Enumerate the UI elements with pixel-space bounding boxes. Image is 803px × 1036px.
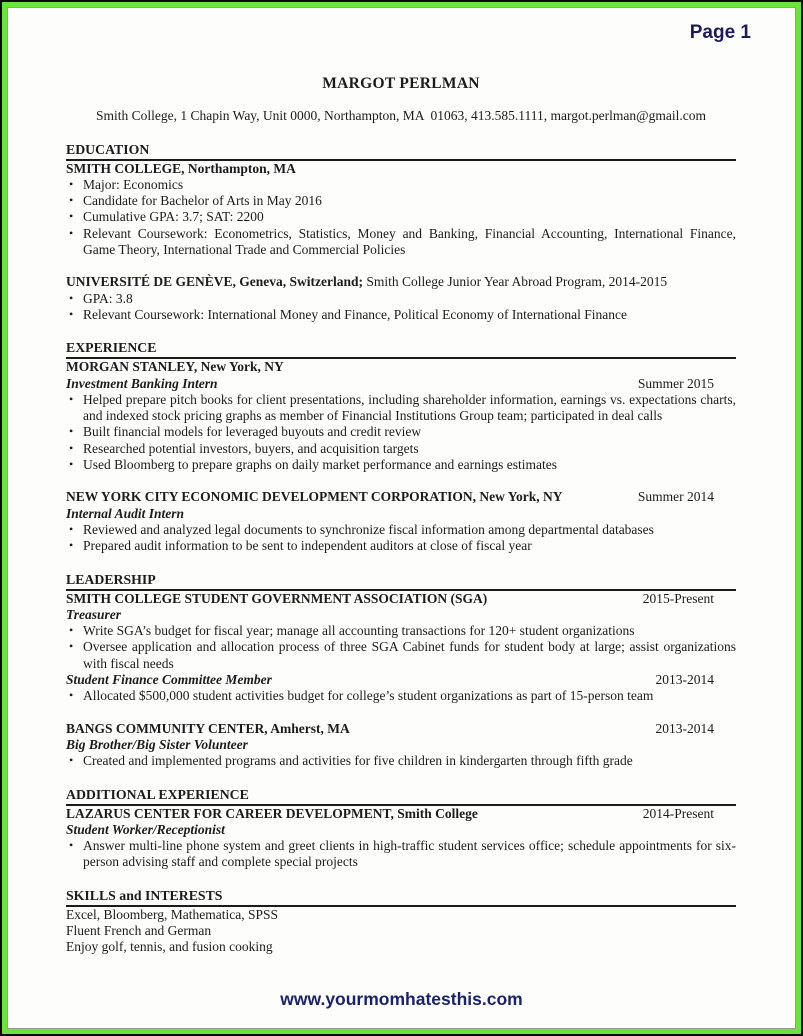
bullet-text: Major: Economics bbox=[83, 176, 184, 192]
bullet-item bbox=[66, 307, 736, 323]
entry-heading bbox=[66, 721, 350, 737]
resume-entry bbox=[66, 274, 736, 323]
resume-entry bbox=[66, 806, 736, 871]
bullet-dot: • bbox=[69, 225, 74, 240]
role-title: Internal Audit Intern bbox=[66, 505, 185, 521]
entry-heading-row bbox=[66, 274, 736, 290]
org-name: SMITH COLLEGE, Northampton, MA bbox=[66, 160, 296, 176]
bullet-item bbox=[66, 623, 736, 639]
bullet-item bbox=[66, 177, 736, 193]
role-row bbox=[66, 506, 736, 522]
entry-heading bbox=[66, 489, 563, 505]
bullet-dot: • bbox=[69, 521, 74, 536]
role-row bbox=[66, 737, 736, 753]
skills-line: Excel, Bloomberg, Mathematica, SPSS bbox=[66, 906, 278, 922]
resume-section bbox=[66, 572, 736, 770]
entry-heading-row bbox=[66, 721, 736, 737]
bullet-item bbox=[66, 753, 736, 769]
bullet-dot: • bbox=[69, 176, 74, 191]
resume-entry bbox=[66, 161, 736, 259]
bullet-item bbox=[66, 838, 736, 871]
resume-entry bbox=[66, 591, 736, 705]
bullet-dot: • bbox=[69, 838, 74, 853]
resume-section bbox=[66, 888, 736, 956]
role-row bbox=[66, 607, 736, 623]
bullet-item bbox=[66, 457, 736, 473]
entry-date: 2015-Present bbox=[642, 590, 714, 606]
bullet-dot: • bbox=[69, 209, 74, 224]
bullet-item bbox=[66, 424, 736, 440]
entry-date: Summer 2014 bbox=[637, 489, 714, 505]
skills-line: Fluent French and German bbox=[66, 922, 212, 938]
org-name: MORGAN STANLEY, New York, NY bbox=[66, 359, 284, 375]
page-number: Page 1 bbox=[689, 22, 751, 43]
bullet-text: Created and implemented programs and activities for five children in kindergarten through fifth grade bbox=[83, 753, 633, 769]
bullet-text: Helped prepare pitch books for client presentations, including shareholder information, earnings vs. expectations charts, and indexed stock pricing graphs as member of Financial Institutions Group team; participated in deal calls bbox=[83, 391, 736, 424]
bullet-text: Oversee application and allocation process of three SGA Cabinet funds for student body at large; assist organizations with fiscal needs bbox=[83, 639, 736, 671]
bullet-text: Allocated $500,000 student activities budget for college’s student organizations as part of 15-person team bbox=[83, 688, 654, 704]
resume-section bbox=[66, 340, 736, 554]
bullet-text: GPA: 3.8 bbox=[83, 290, 133, 306]
role-title: Student Worker/Receptionist bbox=[66, 821, 225, 837]
resume-entry bbox=[66, 489, 736, 554]
section-title: LEADERSHIP bbox=[66, 572, 736, 591]
bullet-text: Relevant Coursework: International Money and Finance, Political Economy of International Finance bbox=[83, 306, 627, 322]
bullet-dot: • bbox=[69, 457, 74, 472]
role-row bbox=[66, 376, 736, 392]
bullet-text: Candidate for Bachelor of Arts in May 2016 bbox=[83, 193, 322, 209]
bullet-text: Researched potential investors, buyers, and acquisition targets bbox=[83, 440, 419, 456]
entry-date: 2013-2014 bbox=[655, 720, 714, 736]
resume-sections bbox=[66, 142, 736, 956]
role-row bbox=[66, 822, 736, 838]
resume-entry bbox=[66, 359, 736, 473]
bullet-text: Answer multi-line phone system and greet clients in high-traffic student services office; schedule appointments for six-person advising staff and complete special projects bbox=[83, 838, 736, 870]
bullet-item bbox=[66, 538, 736, 554]
role-date: 2013-2014 bbox=[655, 672, 714, 688]
bullet-dot: • bbox=[69, 688, 74, 703]
skills-line: Enjoy golf, tennis, and fusion cooking bbox=[66, 939, 273, 955]
bullet-dot: • bbox=[69, 306, 74, 321]
bullet-text: Prepared audit information to be sent to independent auditors at close of fiscal year bbox=[83, 538, 532, 554]
bullet-item bbox=[66, 226, 736, 259]
bullet-dot: • bbox=[69, 623, 74, 638]
bullet-text: Cumulative GPA: 3.7; SAT: 2200 bbox=[83, 209, 264, 225]
entry-heading-row bbox=[66, 489, 736, 505]
entry-heading bbox=[66, 161, 296, 177]
bullet-item bbox=[66, 522, 736, 538]
entry-heading-row bbox=[66, 161, 736, 177]
org-name: BANGS COMMUNITY CENTER, Amherst, MA bbox=[66, 720, 350, 736]
resume-page bbox=[7, 7, 796, 1029]
resume-section bbox=[66, 787, 736, 871]
resume-section bbox=[66, 142, 736, 324]
green-frame bbox=[2, 2, 801, 1034]
bullet-item bbox=[66, 193, 736, 209]
bullet-item bbox=[66, 441, 736, 457]
section-title: EDUCATION bbox=[66, 142, 736, 161]
bullet-item bbox=[66, 639, 736, 672]
bullet-item bbox=[66, 291, 736, 307]
bullet-dot: • bbox=[69, 193, 74, 208]
entry-heading-row bbox=[66, 806, 736, 822]
org-name: LAZARUS CENTER FOR CAREER DEVELOPMENT, Smith College bbox=[66, 805, 478, 821]
role-title: Investment Banking Intern bbox=[66, 375, 218, 391]
bullet-item bbox=[66, 209, 736, 225]
bullet-text: Write SGA’s budget for fiscal year; manage all accounting transactions for 120+ student organizations bbox=[83, 623, 635, 639]
resume-entry bbox=[66, 721, 736, 770]
role-date: Summer 2015 bbox=[637, 375, 714, 391]
section-title: EXPERIENCE bbox=[66, 340, 736, 359]
entry-heading bbox=[66, 359, 284, 375]
resume-name: MARGOT PERLMAN bbox=[322, 75, 480, 92]
bullet-dot: • bbox=[69, 639, 74, 654]
org-name: UNIVERSITÉ DE GENÈVE, Geneva, Switzerland; bbox=[66, 274, 364, 290]
bullet-dot: • bbox=[69, 753, 74, 768]
bullet-dot: • bbox=[69, 290, 74, 305]
bullet-dot: • bbox=[69, 424, 74, 439]
entry-heading-row bbox=[66, 591, 736, 607]
bullet-dot: • bbox=[69, 440, 74, 455]
entry-date: 2014-Present bbox=[642, 805, 714, 821]
entry-heading bbox=[66, 591, 487, 607]
bullet-item bbox=[66, 688, 736, 704]
entry-heading-row bbox=[66, 359, 736, 375]
org-suffix: Smith College Junior Year Abroad Program, 2014-2015 bbox=[363, 274, 668, 290]
org-name: SMITH COLLEGE STUDENT GOVERNMENT ASSOCIATION (SGA) bbox=[66, 590, 488, 606]
footer-watermark: www.yourmomhatesthis.com bbox=[280, 988, 523, 1009]
contact-line: Smith College, 1 Chapin Way, Unit 0000, Northampton, MA 01063, 413.585.1111, margot.perlman@gmail.com bbox=[96, 108, 706, 124]
bullet-item bbox=[66, 392, 736, 425]
bullet-text: Used Bloomberg to prepare graphs on daily market performance and earnings estimates bbox=[83, 457, 557, 473]
bullet-dot: • bbox=[69, 391, 74, 406]
entry-heading bbox=[66, 806, 478, 822]
role-row bbox=[66, 672, 736, 688]
org-name: NEW YORK CITY ECONOMIC DEVELOPMENT CORPORATION, New York, NY bbox=[66, 489, 563, 505]
bullet-text: Built financial models for leveraged buyouts and credit review bbox=[83, 424, 422, 440]
entry-heading bbox=[66, 274, 667, 290]
section-title: ADDITIONAL EXPERIENCE bbox=[66, 787, 736, 806]
bullet-text: Relevant Coursework: Econometrics, Statistics, Money and Banking, Financial Accounting, International Finance, Game Theory, International Trade and Commercial Policies bbox=[83, 225, 736, 258]
bullet-text: Reviewed and analyzed legal documents to synchronize fiscal information among departmental databases bbox=[83, 521, 654, 537]
role-title: Big Brother/Big Sister Volunteer bbox=[66, 736, 248, 752]
bullet-dot: • bbox=[69, 538, 74, 553]
role-title: Treasurer bbox=[66, 606, 122, 622]
section-title: SKILLS and INTERESTS bbox=[66, 888, 736, 907]
role-title: Student Finance Committee Member bbox=[66, 672, 272, 688]
